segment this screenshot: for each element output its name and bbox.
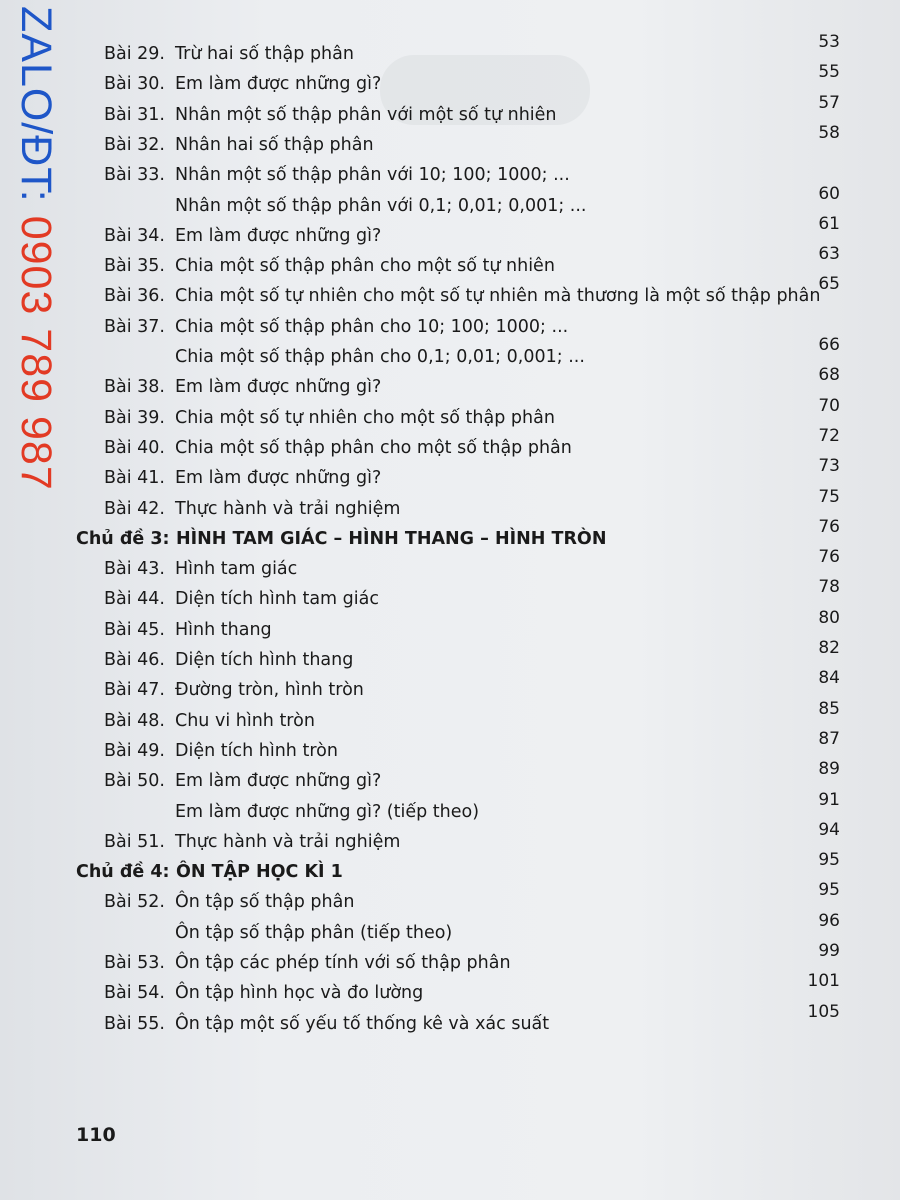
toc-lesson-row xyxy=(0,547,900,584)
toc-entry-page: 70 xyxy=(818,395,840,416)
toc-entry-number: Bài 37. xyxy=(104,316,165,337)
toc-entry-title: Em làm được những gì? xyxy=(175,377,382,398)
toc-entry-title: Hình tam giác xyxy=(175,559,298,580)
toc-entry-title: Nhân một số thập phân với 10; 100; 1000; ... xyxy=(175,165,570,186)
toc-entry-page: 95 xyxy=(818,850,840,871)
toc-entry-number: Bài 48. xyxy=(104,710,165,731)
toc-entry-title: Thực hành và trải nghiệm xyxy=(175,831,401,852)
toc-entry-page: 55 xyxy=(818,62,840,83)
toc-entry-title: Nhân hai số thập phân xyxy=(175,134,374,155)
toc-lesson-row xyxy=(0,312,900,342)
toc-continuation-row xyxy=(0,910,900,948)
toc-entry-number: Bài 38. xyxy=(104,377,165,398)
toc-entry-title: Chia một số thập phân cho một số tự nhiên xyxy=(175,256,555,277)
toc-entry-page: 60 xyxy=(818,183,840,204)
toc-entry-page: 85 xyxy=(818,698,840,719)
toc-entry-number: Bài 29. xyxy=(104,44,165,64)
toc-lesson-row xyxy=(0,941,900,978)
toc-entry-title: Chu vi hình tròn xyxy=(175,710,315,731)
toc-entry-title: Em làm được những gì? xyxy=(175,771,382,792)
toc-entry-page: 80 xyxy=(818,607,840,628)
toc-entry-page: 76 xyxy=(818,516,840,537)
toc-entry-page: 57 xyxy=(818,92,840,113)
toc-entry-page: 76 xyxy=(818,547,840,568)
toc-lesson-row xyxy=(0,395,900,433)
toc-entry-page: 84 xyxy=(818,668,840,689)
toc-entry-number: Bài 52. xyxy=(104,892,165,913)
toc-entry-title: Ôn tập số thập phân xyxy=(175,892,355,913)
toc-entry-title: Thực hành và trải nghiệm xyxy=(175,498,401,519)
toc-lesson-row xyxy=(0,122,900,160)
toc-entry-title: Diện tích hình tròn xyxy=(175,740,338,761)
toc-entry-page: 66 xyxy=(818,335,840,355)
toc-lesson-row xyxy=(0,728,900,766)
toc-entry-title: Chia một số thập phân cho 10; 100; 1000; ... xyxy=(175,316,569,337)
toc-entry-number: Bài 40. xyxy=(104,437,165,458)
toc-lesson-row xyxy=(0,92,900,130)
toc-entry-title: Ôn tập một số yếu tố thống kê và xác suất xyxy=(175,1013,550,1034)
toc-entry-title: Hình thang xyxy=(175,619,272,640)
toc-entry-number: Bài 44. xyxy=(104,589,165,610)
toc-entry-number: Bài 31. xyxy=(104,104,165,125)
toc-entry-number: Bài 33. xyxy=(104,165,165,186)
toc-lesson-row xyxy=(0,274,900,311)
toc-entry-title: ÔN TẬP HỌC KÌ 1 xyxy=(176,862,343,883)
toc-entry-title: Em làm được những gì? xyxy=(175,468,382,489)
toc-lesson-row xyxy=(0,62,900,99)
toc-entry-title: Chia một số thập phân cho một số thập phân xyxy=(175,437,572,458)
toc-lesson-row xyxy=(0,244,900,281)
toc-entry-number: Bài 46. xyxy=(104,650,165,670)
toc-lesson-row xyxy=(0,698,900,736)
toc-entry-page: 78 xyxy=(818,577,840,598)
toc-entry-title: Nhân một số thập phân với 0,1; 0,01; 0,001; ... xyxy=(175,195,587,216)
toc-entry-title: Chia một số tự nhiên cho một số tự nhiên mà thương là một số thập phân xyxy=(175,286,821,307)
toc-entry-number: Bài 49. xyxy=(104,740,165,761)
toc-entry-title: Em làm được những gì? (tiếp theo) xyxy=(175,801,480,822)
toc-entry-number: Bài 34. xyxy=(104,225,165,246)
toc-lesson-row xyxy=(0,638,900,675)
toc-entry-number: Bài 55. xyxy=(104,1013,165,1034)
toc-entry-title: Đường tròn, hình tròn xyxy=(175,680,364,701)
toc-entry-page: 53 xyxy=(818,32,840,52)
toc-entry-page: 68 xyxy=(818,365,840,386)
toc-lesson-row xyxy=(0,880,900,917)
toc-lesson-row xyxy=(0,607,900,645)
toc-lesson-row xyxy=(0,759,900,796)
toc-lesson-row xyxy=(0,160,900,190)
toc-entry-page: 65 xyxy=(818,274,840,295)
toc-entry-page: 105 xyxy=(807,1001,840,1022)
toc-entry-number: Bài 45. xyxy=(104,619,165,640)
toc-entry-title: Em làm được những gì? xyxy=(175,74,382,95)
toc-lesson-row xyxy=(0,577,900,614)
toc-entry-number: Bài 43. xyxy=(104,559,165,580)
toc-entry-page: 89 xyxy=(818,759,840,780)
toc-lesson-row xyxy=(0,486,900,524)
page-number: 110 xyxy=(76,1124,116,1146)
toc-entry-page: 61 xyxy=(818,213,840,234)
toc-entry-number: Bài 30. xyxy=(104,74,165,95)
toc-lesson-row xyxy=(0,213,900,251)
toc-entry-number: Bài 36. xyxy=(104,286,165,307)
toc-entry-title: Ôn tập các phép tính với số thập phân xyxy=(175,953,511,973)
toc-lesson-row xyxy=(0,365,900,402)
toc-entry-page: 58 xyxy=(818,122,840,143)
toc-lesson-row xyxy=(0,971,900,1008)
toc-entry-title: HÌNH TAM GIÁC – HÌNH THANG – HÌNH TRÒN xyxy=(176,528,607,549)
toc-entry-page: 63 xyxy=(818,244,840,265)
toc-entry-number: Bài 35. xyxy=(104,256,165,277)
toc-entry-number: Bài 47. xyxy=(104,680,165,701)
toc-entry-title: Ôn tập số thập phân (tiếp theo) xyxy=(175,922,453,943)
toc-entry-page: 75 xyxy=(818,486,840,507)
toc-entry-number: Bài 32. xyxy=(104,134,165,155)
toc-continuation-row xyxy=(0,183,900,221)
toc-entry-page: 87 xyxy=(818,728,840,749)
contact-watermark-prefix: ZALO/ĐT: xyxy=(12,6,60,216)
toc-lesson-row xyxy=(0,32,900,69)
toc-entry-title: Diện tích hình thang xyxy=(175,650,354,670)
toc-lesson-row xyxy=(0,456,900,493)
toc-lesson-row xyxy=(0,819,900,857)
toc-entry-number: Bài 53. xyxy=(104,953,165,973)
toc-entry-number: Bài 54. xyxy=(104,983,165,1004)
toc-entry-title: Trừ hai số thập phân xyxy=(175,44,354,64)
toc-continuation-row xyxy=(0,789,900,827)
toc-entry-number: Bài 51. xyxy=(104,831,165,852)
toc-entry-number: Chủ đề 4: xyxy=(76,862,170,883)
toc-entry-title: Nhân một số thập phân với một số tự nhiên xyxy=(175,104,557,125)
toc-chapter-row xyxy=(0,516,900,554)
toc-entry-page: 94 xyxy=(818,819,840,840)
toc-entry-page: 101 xyxy=(807,971,840,992)
toc-entry-page: 72 xyxy=(818,425,840,446)
toc-entry-title: Ôn tập hình học và đo lường xyxy=(175,983,424,1004)
toc-entry-number: Bài 41. xyxy=(104,468,165,489)
toc-entry-title: Chia một số tự nhiên cho một số thập phân xyxy=(175,407,555,428)
toc-lesson-row xyxy=(0,1001,900,1039)
toc-entry-number: Chủ đề 3: xyxy=(76,528,170,549)
toc-lesson-row xyxy=(0,668,900,705)
toc-entry-title: Chia một số thập phân cho 0,1; 0,01; 0,001; ... xyxy=(175,347,585,367)
toc-entry-page: 99 xyxy=(818,941,840,961)
toc-entry-page: 82 xyxy=(818,638,840,658)
toc-entry-number: Bài 50. xyxy=(104,771,165,792)
toc-entry-page: 95 xyxy=(818,880,840,901)
toc-entry-title: Em làm được những gì? xyxy=(175,225,382,246)
toc-continuation-row xyxy=(0,335,900,372)
toc-entry-number: Bài 42. xyxy=(104,498,165,519)
toc-entry-page: 73 xyxy=(818,456,840,477)
toc-lesson-row xyxy=(0,425,900,463)
toc-entry-title: Diện tích hình tam giác xyxy=(175,589,379,610)
toc-entry-page: 96 xyxy=(818,910,840,931)
toc-entry-number: Bài 39. xyxy=(104,407,165,428)
toc-chapter-row xyxy=(0,850,900,887)
toc-entry-page: 91 xyxy=(818,789,840,810)
contact-watermark-phone: 0903 789 987 xyxy=(12,215,60,491)
